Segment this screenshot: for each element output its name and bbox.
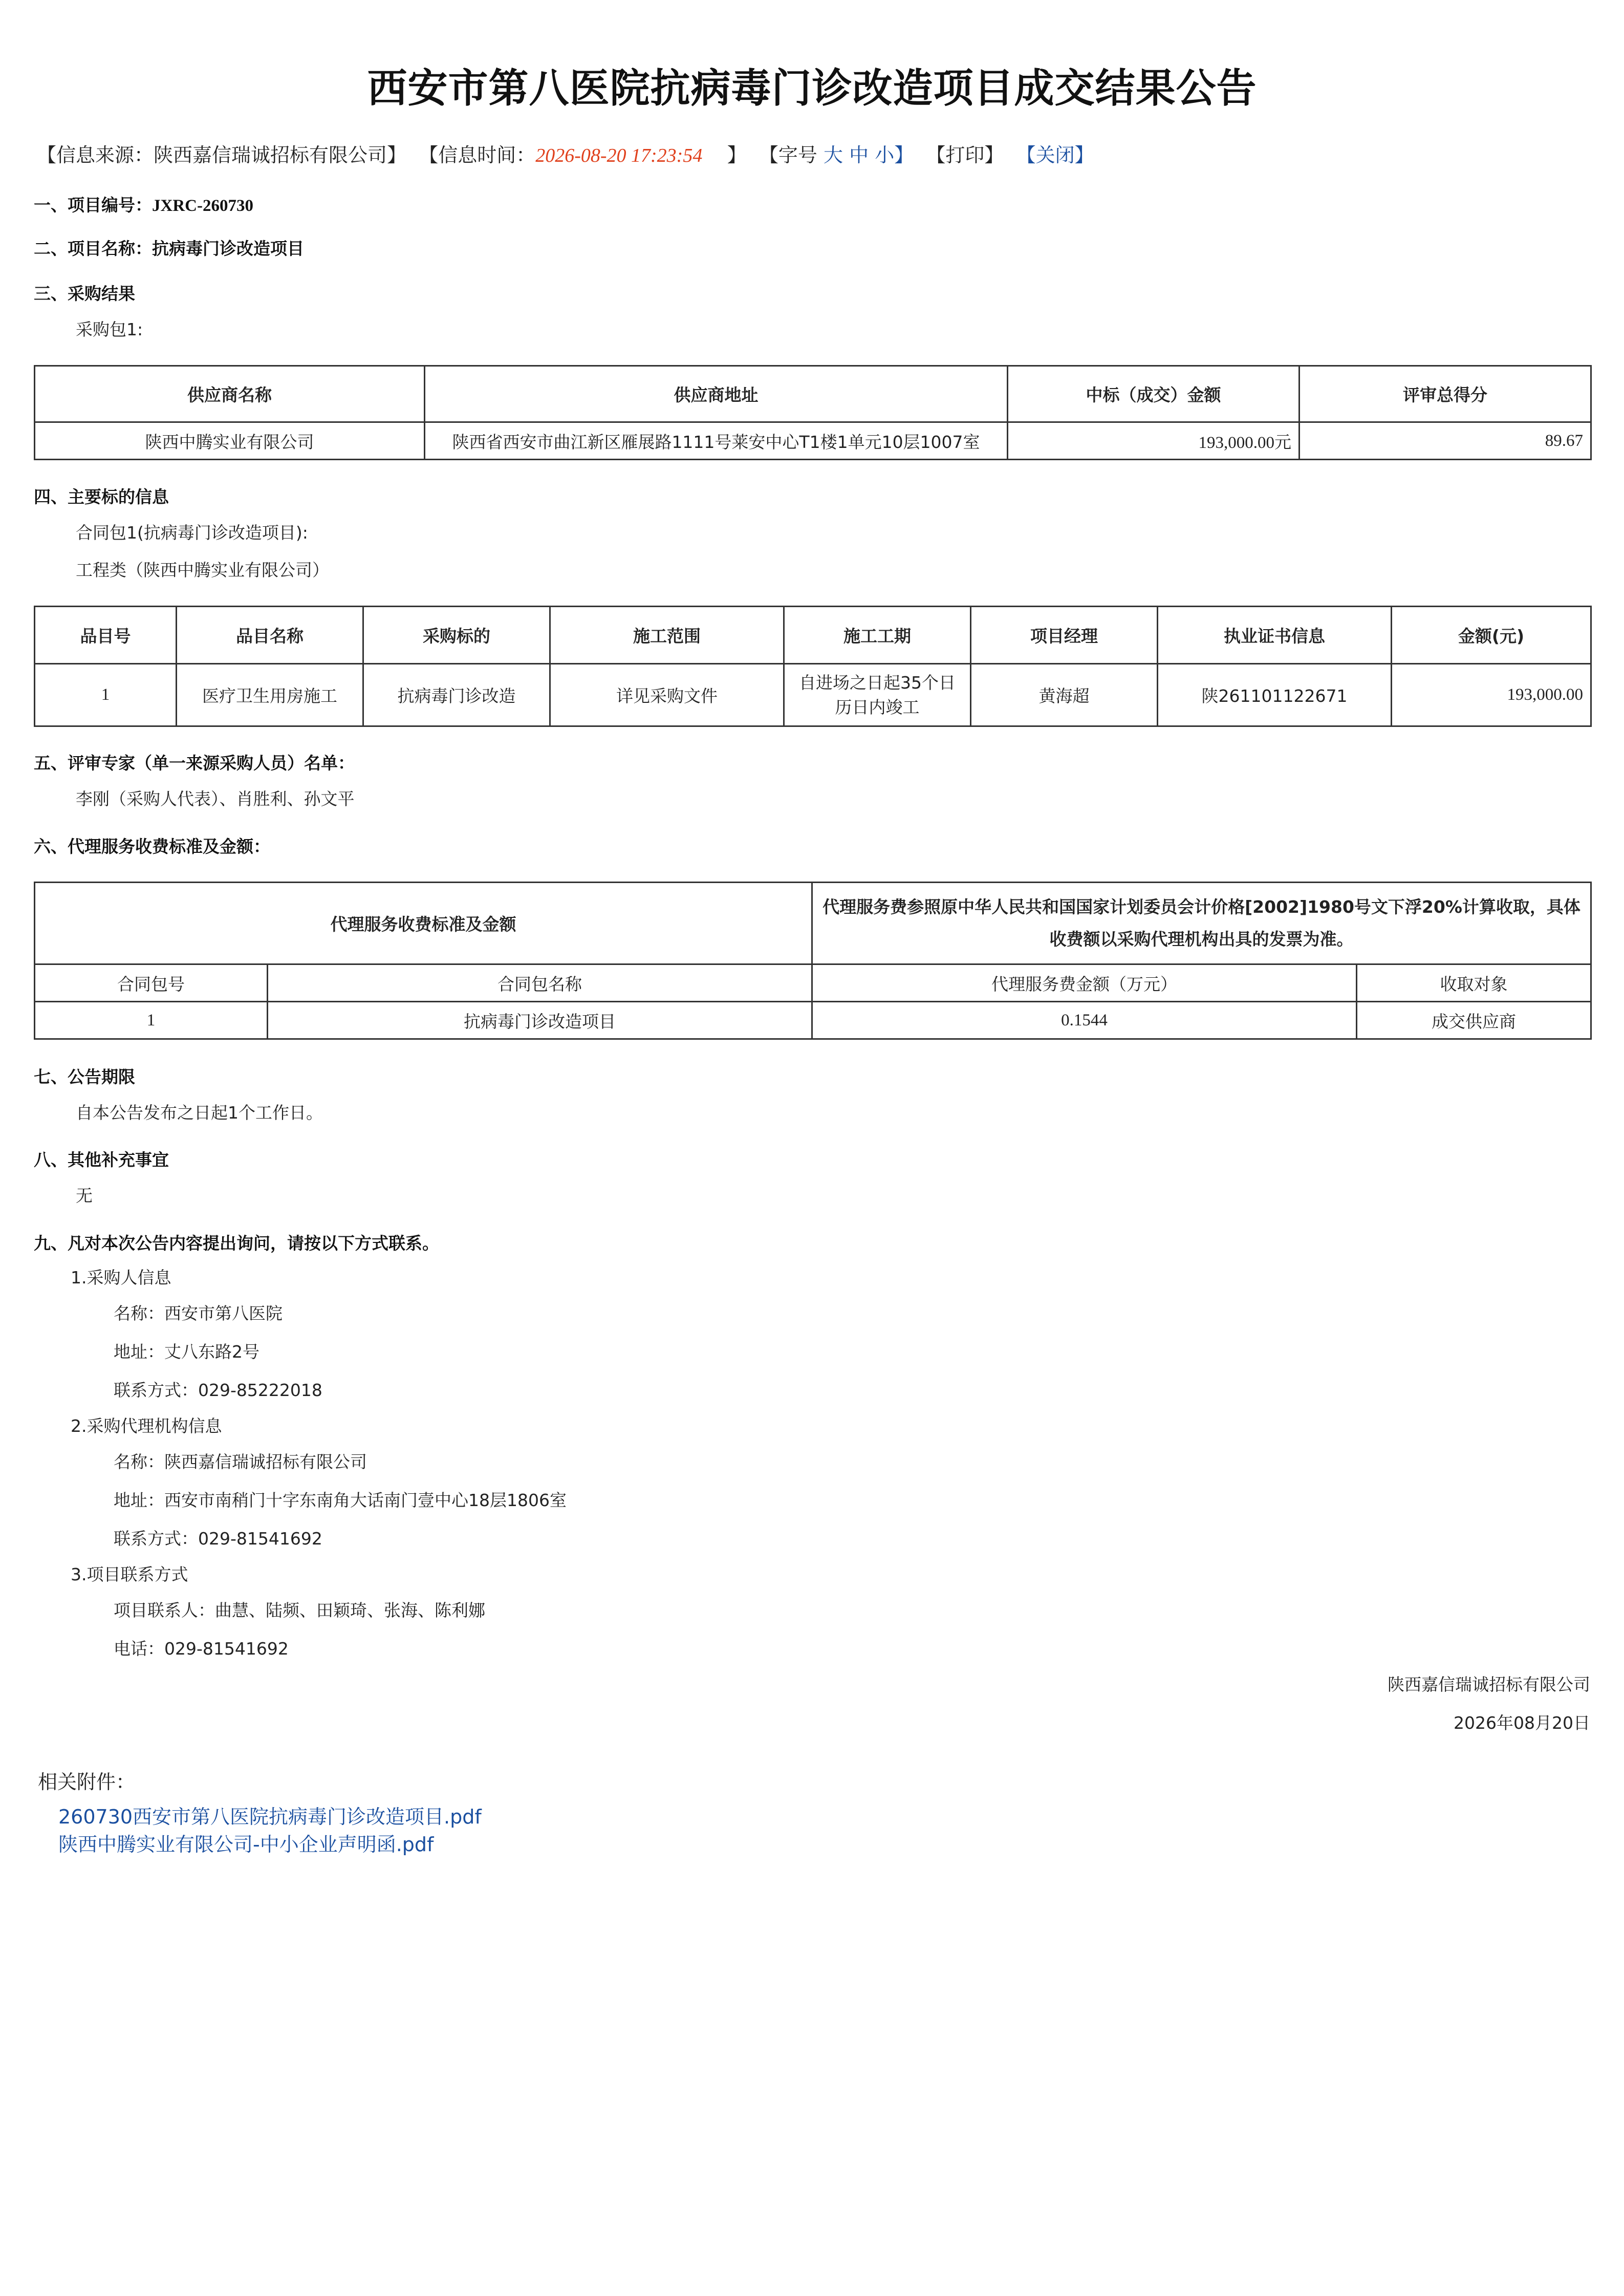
supplier-name: 陕西中腾实业有限公司 — [35, 422, 425, 460]
certificate: 陕261101122671 — [1158, 664, 1392, 726]
result-table — [34, 365, 1592, 460]
table-header-row — [35, 607, 1591, 664]
col-payer: 收取对象 — [1357, 964, 1591, 1002]
buyer-phone: 联系方式：029-85222018 — [114, 1380, 322, 1400]
col-amount: 金额(元) — [1392, 607, 1591, 664]
col-subject: 采购标的 — [363, 607, 550, 664]
col-fee-amount: 代理服务费金额（万元） — [812, 964, 1357, 1002]
time-label: 【信息时间： — [419, 144, 536, 166]
font-size-label: 【字号 — [759, 144, 817, 166]
col-certificate: 执业证书信息 — [1158, 607, 1392, 664]
supplier-address: 陕西省西安市曲江新区雁展路1111号莱安中心T1楼1单元10层1007室 — [425, 422, 1008, 460]
close-link[interactable]: 【关闭】 — [1016, 144, 1094, 166]
section-project-name — [34, 235, 304, 260]
col-item-name: 品目名称 — [177, 607, 363, 664]
publish-time: 2026-08-20 17:23:54 — [535, 145, 703, 166]
col-manager: 项目经理 — [971, 607, 1158, 664]
section-other-heading: 八、其他补充事宜 — [34, 1150, 169, 1170]
source-label: 【信息来源： — [37, 144, 154, 166]
bid-amount: 193,000.00元 — [1008, 422, 1300, 460]
section-period-heading: 七、公告期限 — [34, 1067, 135, 1087]
subject: 抗病毒门诊改造 — [363, 664, 550, 726]
font-large-link[interactable]: 大 — [823, 144, 843, 166]
page-title: 西安市第八医院抗病毒门诊改造项目成交结果公告 — [367, 66, 1257, 112]
contract-name: 抗病毒门诊改造项目 — [268, 1002, 812, 1039]
fee-standard-header: 代理服务收费标准及金额 — [35, 883, 812, 964]
amount: 193,000.00 — [1392, 664, 1591, 726]
buyer-name: 名称：西安市第八医院 — [114, 1303, 283, 1323]
agent-address: 地址：西安市南稍门十字东南角大话南门壹中心18层1806室 — [114, 1490, 567, 1510]
fee-amount: 0.1544 — [812, 1002, 1357, 1039]
fee-table — [34, 882, 1592, 1040]
attachment-link[interactable]: 260730西安市第八医院抗病毒门诊改造项目.pdf — [58, 1806, 482, 1828]
subject-table — [34, 606, 1592, 727]
project-contact-title: 3.项目联系方式 — [71, 1564, 188, 1584]
agent-phone: 联系方式：029-81541692 — [114, 1529, 322, 1549]
table-row — [35, 1002, 1591, 1039]
contract-no: 1 — [35, 1002, 268, 1039]
payer: 成交供应商 — [1357, 1002, 1591, 1039]
item-name: 医疗卫生用房施工 — [177, 664, 363, 726]
table-row — [35, 422, 1591, 460]
attachments-label: 相关附件： — [38, 1771, 136, 1793]
section-label: 一、项目编号： — [34, 195, 152, 215]
section-subject-heading: 四、主要标的信息 — [34, 487, 169, 507]
print-link[interactable]: 【打印】 — [926, 144, 1004, 166]
table-row — [35, 664, 1591, 726]
attachment-link[interactable]: 陕西中腾实业有限公司-中小企业声明函.pdf — [58, 1833, 434, 1856]
announcement-period: 自本公告发布之日起1个工作日。 — [76, 1103, 323, 1123]
col-score: 评审总得分 — [1300, 366, 1591, 422]
category-label: 工程类（陕西中腾实业有限公司） — [76, 560, 329, 580]
project-phone: 电话：029-81541692 — [114, 1639, 289, 1659]
info-bar — [37, 139, 1094, 167]
col-scope: 施工范围 — [550, 607, 784, 664]
other-matters: 无 — [76, 1186, 93, 1206]
section-contact-heading: 九、凡对本次公告内容提出询问，请按以下方式联系。 — [34, 1233, 439, 1253]
issue-date: 2026年08月20日 — [1454, 1713, 1590, 1733]
agent-name: 名称：陕西嘉信瑞诚招标有限公司 — [114, 1452, 367, 1472]
issuer-name: 陕西嘉信瑞诚招标有限公司 — [1388, 1675, 1590, 1694]
manager: 黄海超 — [971, 664, 1158, 726]
font-small-link[interactable]: 小】 — [875, 144, 914, 166]
fee-basis-note: 代理服务费参照原中华人民共和国国家计划委员会计价格[2002]1980号文下浮20%计算收取，具体收费额以采购代理机构出具的发票为准。 — [812, 883, 1591, 964]
project-name: 抗病毒门诊改造项目 — [152, 239, 304, 259]
section-label: 二、项目名称： — [34, 239, 152, 259]
experts-list: 李刚（采购人代表）、肖胜利、孙文平 — [76, 789, 355, 809]
font-medium-link[interactable]: 中 — [849, 144, 869, 166]
buyer-info-title: 1.采购人信息 — [71, 1268, 171, 1288]
project-number: JXRC-260730 — [152, 197, 253, 215]
col-bid-amount: 中标（成交）金额 — [1008, 366, 1300, 422]
section-experts-heading: 五、评审专家（单一来源采购人员）名单： — [34, 753, 355, 773]
agent-info-title: 2.采购代理机构信息 — [71, 1416, 222, 1436]
scope: 详见采购文件 — [550, 664, 784, 726]
col-contract-name: 合同包名称 — [268, 964, 812, 1002]
contract-package: 合同包1(抗病毒门诊改造项目): — [76, 523, 308, 543]
section-fee-heading: 六、代理服务收费标准及金额： — [34, 836, 270, 856]
table-header-row — [35, 366, 1591, 422]
buyer-address: 地址：丈八东路2号 — [114, 1342, 259, 1362]
section-project-number — [34, 192, 253, 216]
section-result-heading: 三、采购结果 — [34, 284, 135, 304]
project-contacts: 项目联系人：曲慧、陆频、田颖琦、张海、陈利娜 — [114, 1600, 485, 1620]
table-subheader-row — [35, 964, 1591, 1002]
col-supplier-address: 供应商地址 — [425, 366, 1008, 422]
score: 89.67 — [1300, 422, 1591, 460]
col-supplier-name: 供应商名称 — [35, 366, 425, 422]
period: 自进场之日起35个日历日内竣工 — [784, 664, 971, 726]
col-period: 施工工期 — [784, 607, 971, 664]
source-value: 陕西嘉信瑞诚招标有限公司】 — [154, 144, 407, 166]
col-item-no: 品目号 — [35, 607, 177, 664]
table-header-row — [35, 883, 1591, 964]
time-close: 】 — [727, 144, 747, 166]
item-no: 1 — [35, 664, 177, 726]
package-label: 采购包1: — [76, 319, 143, 339]
col-contract-no: 合同包号 — [35, 964, 268, 1002]
